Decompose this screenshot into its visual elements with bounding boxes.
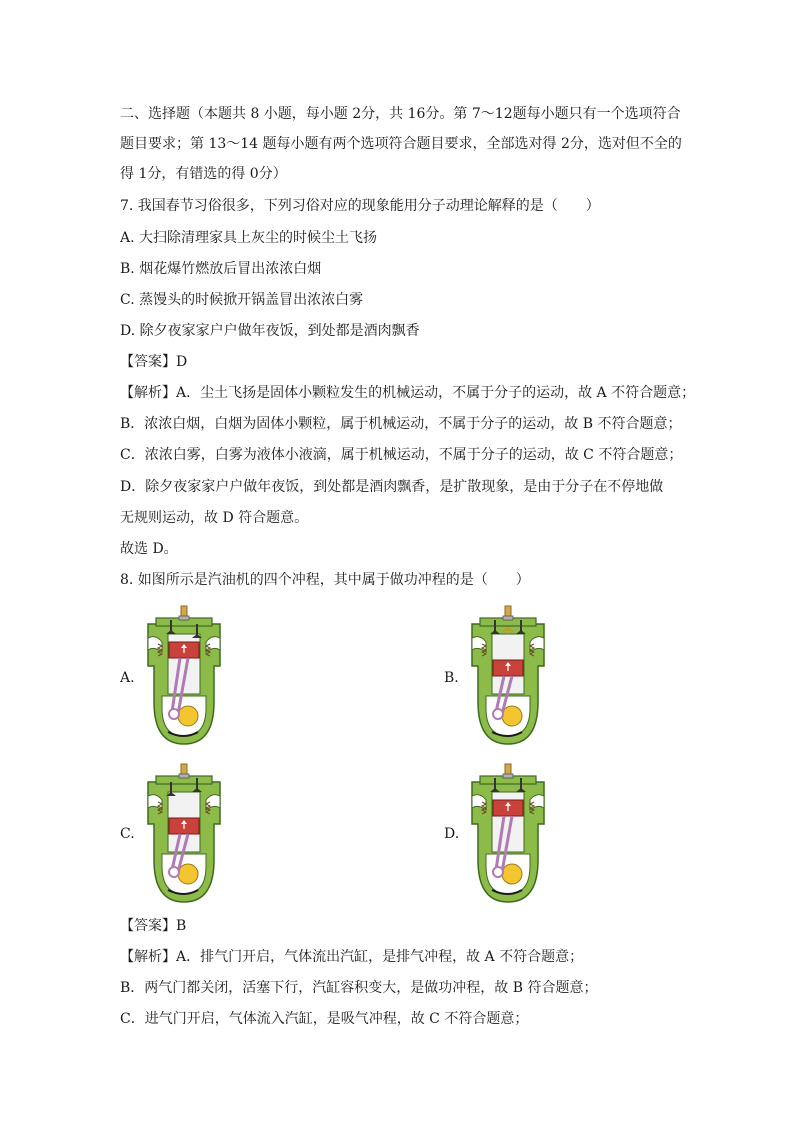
crank-pin [169,867,179,877]
q8-figure-label-d: D. [444,826,460,842]
q7-analysis-line-5: 无规则运动，故 D 符合题意。 [120,510,309,526]
q7-analysis-line-3: C．浓浓白雾，白雾为液体小液滴，属于机械运动，不属于分子的运动，故 C 不符合题意； [120,447,683,463]
spark-plug-base [179,616,189,620]
q7-analysis-line-2: B．浓浓白烟，白烟为固体小颗粒，属于机械运动，不属于分子的运动，故 B 不符合题意； [120,416,682,432]
q7-conclusion: 故选 D。 [120,541,178,557]
q7-stem: 7. 我国春节习俗很多，下列习俗对应的现象能用分子动理论解释的是（ ） [120,198,600,214]
crank-wheel [178,864,198,884]
crank-wheel [178,706,198,726]
q8-answer: 【答案】B [120,918,187,934]
q8-figure-label-a: A. [120,670,135,686]
q8-figure-label-b: B. [444,670,459,686]
crank-pin [493,709,503,719]
engine-diagram-a [138,604,230,754]
section-header-line-2: 题目要求；第 13～14 题每小题有两个选项符合题目要求，全部选对得 2分，选对但不全的 [120,136,682,152]
q7-analysis-line-4: D．除夕夜家家户户做年夜饭，到处都是酒肉飘香，是扩散现象，是由于分子在不停地做 [120,479,664,495]
q8-analysis-line-3: C．进气门开启，气体流入汽缸，是吸气冲程，故 C 不符合题意； [120,1011,529,1027]
crank-pin [493,867,503,877]
q7-option-a: A. 大扫除清理家具上灰尘的时候尘土飞扬 [120,230,378,246]
section-header-line-3: 得 1分，有错选的得 0分） [120,166,287,182]
q7-analysis-line-1: 【解析】A．尘土飞扬是固体小颗粒发生的机械运动，不属于分子的运动，故 A 不符合题意； [120,385,696,401]
q7-option-c: C. 蒸馒头的时候掀开锅盖冒出浓浓白雾 [120,292,364,308]
spark-plug-base [179,774,189,778]
q8-figure-label-c: C. [120,826,135,842]
crank-pin [169,709,179,719]
crank-wheel [502,706,522,726]
engine-diagram-c [138,762,230,912]
engine-diagram-b [462,604,554,754]
spark-plug-base [503,616,513,620]
q8-analysis-line-2: B．两气门都关闭，活塞下行，汽缸容积变大，是做功冲程，故 B 符合题意； [120,980,598,996]
q7-option-d: D. 除夕夜家家户户做年夜饭，到处都是酒肉飘香 [120,323,420,339]
crank-wheel [502,864,522,884]
section-header-line-1: 二、选择题（本题共 8 小题，每小题 2分，共 16分。第 7～12题每小题只有一个选项符合 [120,106,681,122]
q8-stem: 8. 如图所示是汽油机的四个冲程，其中属于做功冲程的是（ ） [120,572,530,588]
engine-diagram-d [462,762,554,912]
q7-option-b: B. 烟花爆竹燃放后冒出浓浓白烟 [120,261,322,277]
spark-plug-base [503,774,513,778]
q7-answer: 【答案】D [120,354,188,370]
q8-analysis-line-1: 【解析】A．排气门开启，气体流出汽缸，是排气冲程，故 A 不符合题意； [120,949,584,965]
